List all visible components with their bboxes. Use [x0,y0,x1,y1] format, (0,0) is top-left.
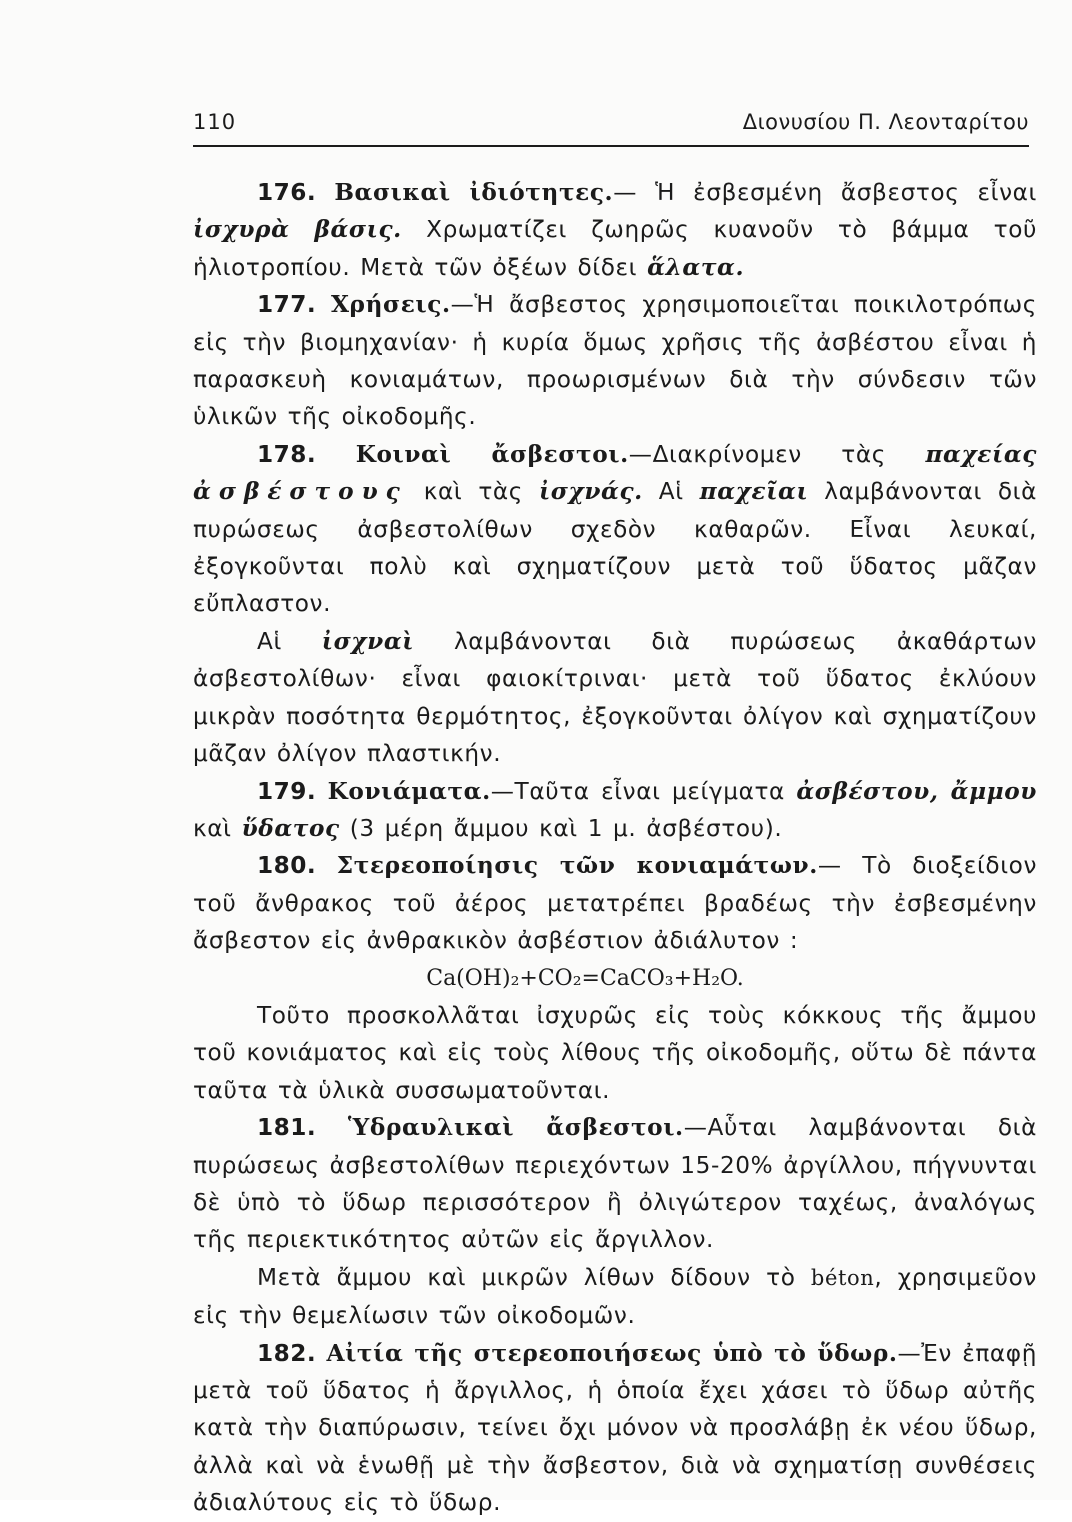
paragraph-text: λαμβάνονται διὰ πυρώσεως ἀσβεστολίθων σχεδὸν καθαρῶν. Εἶναι λευκαί, ἐξογκοῦνται πολὺ καὶ σχηματίζουν μετὰ τοῦ ὕδατος μᾶζαν εὔπλαστον. [193,478,1037,618]
paragraph-text: λαμβάνονται διὰ πυρώσεως ἀκαθάρτων ἀσβεστολίθων· εἶναι φαιοκίτριναι· μετὰ τοῦ ὕδατος ἐκλύουν μικρὰν ποσότητα θερμότητος, ἐξογκοῦνται ὀλίγον καὶ σχηματίζουν μᾶζαν ὀλίγον πλαστικήν. [193,627,1037,768]
section-182 [193,1335,1037,1522]
section-heading: Ὑδραυλικαὶ ἄσβεστοι. [347,1114,684,1142]
running-head: Διονυσίου Π. Λεονταρίτου [742,110,1029,134]
section-heading: Χρήσεις. [330,291,451,319]
section-177 [193,286,1037,436]
emphasis-text: ἅλατα. [647,253,745,281]
emphasis-text: παχείας [925,440,1037,468]
emphasis-text: ἰσχνάς. [538,478,643,506]
emphasis-text: ἰσχυρὰ βάσις. [193,216,402,244]
section-heading: Στερεοποίησις τῶν κονιαμάτων. [336,852,818,880]
emphasis-text: ἰσχναὶ [321,627,415,655]
section-heading: Κοιναὶ ἄσβεστοι. [355,440,629,468]
section-180-continued [193,997,1037,1109]
page-number: 110 [193,110,237,134]
section-number: 180. [257,852,317,880]
section-number: 178. [257,440,317,468]
paragraph-text: Αἱ [257,627,322,655]
section-180 [193,847,1037,959]
paragraph-text: —Ταῦτα εἶναι μείγματα [490,777,797,805]
section-179 [193,773,1037,848]
section-number: 177. [257,291,317,319]
emphasis-text: παχεῖαι [699,478,809,506]
paragraph-text: Μετὰ ἄμμου καὶ μικρῶν λίθων δίδουν τὸ [257,1263,811,1291]
section-heading: Αἰτία τῆς στερεοποιήσεως ὑπὸ τὸ ὕδωρ. [326,1339,898,1367]
paragraph-text: — Ἡ ἐσβεσμένη ἄσβεστος εἶναι [613,179,1037,206]
section-number: 176. [257,179,317,206]
section-181-continued [193,1259,1037,1335]
section-number: 181. [257,1114,317,1142]
section-181 [193,1109,1037,1259]
latin-term: béton [810,1265,875,1290]
spaced-emphasis-text: ἀσβέστους [193,478,408,506]
paragraph-text: — Τὸ διοξείδιον τοῦ ἄνθρακος τοῦ ἀέρος μετατρέπει βραδέως τὴν ἐσβεσμένην ἄσβεστον εἰς ἀνθρακικὸν ἀσβέστιον ἀδιάλυτον : [193,852,1037,955]
paragraph-text: (3 μέρη ἄμμου καὶ 1 μ. ἀσβέστου). [339,814,783,842]
emphasis-text: ὕδατος [241,814,340,842]
page-header [193,106,1029,146]
paragraph-text: —Ἡ ἄσβεστος χρησιμοποιεῖται ποικιλοτρόπως εἰς τὴν βιομηχανίαν· ἡ κυρία ὅμως χρῆσις τῆς ἀσβέστου εἶναι ἡ παρασκευὴ κονιαμάτων, προωρισμένων διὰ τὴν σύνδεσιν τῶν ὑλικῶν τῆς οἰκοδομῆς. [193,291,1037,431]
section-heading: Κονιάματα. [327,777,491,805]
section-number: 179. [257,777,317,805]
section-178 [193,436,1037,623]
paragraph-text: Τοῦτο προσκολλᾶται ἰσχυρῶς εἰς τοὺς κόκκους τῆς ἄμμου τοῦ κονιάματος καὶ εἰς τοὺς λίθους τῆς οἰκοδομῆς, οὕτω δὲ πάντα ταῦτα τὰ ὑλικὰ συσσωματοῦνται. [193,1001,1037,1104]
header-rule [193,145,1029,147]
chemical-formula: Ca(OH)₂+CO₂=CaCO₃+H₂O. [426,965,744,991]
paragraph-text: , χρησιμεῦον εἰς τὴν θεμελίωσιν τῶν οἰκοδομῶν. [193,1263,1037,1330]
paragraph-text: —Αὗται λαμβάνονται διὰ πυρώσεως ἀσβεστολίθων περιεχόντων 15-20% ἀργίλλου, πήγνυνται δὲ ὑπὸ τὸ ὕδωρ περισσότερον ἢ ὀλιγώτερον ταχέως, ἀναλόγως τῆς περιεκτικότητος αὐτῶν εἰς ἄργιλλον. [193,1114,1037,1254]
paragraph-text: καὶ τὰς [407,478,539,506]
section-176 [193,174,1037,286]
paragraph-text: —Διακρίνομεν τὰς [628,440,926,468]
section-178-continued [193,623,1037,773]
page-body [193,174,1037,1522]
section-number: 182. [257,1339,317,1367]
section-heading: Βασικαὶ ἰδιότητες. [334,179,614,206]
paragraph-text: Αἱ [642,478,700,506]
paragraph-text: καὶ [193,814,242,842]
emphasis-text: ἀσβέστου, ἄμμου [796,777,1037,805]
paragraph-text: Χρωματίζει ζωηρῶς κυανοῦν τὸ βάμμα τοῦ ἡλιοτροπίου. Μετὰ τῶν ὀξέων δίδει [193,216,1037,281]
paragraph-text: —Ἐν ἐπαφῇ μετὰ τοῦ ὕδατος ἡ ἄργιλλος, ἡ ὁποία ἔχει χάσει τὸ ὕδωρ αὐτῆς κατὰ τὴν διαπύρωσιν, τείνει ὄχι μόνον νὰ προσλάβῃ ἐκ νέου ὕδωρ, ἀλλὰ καὶ νὰ ἑνωθῇ μὲ τὴν ἄσβεστον, διὰ νὰ σχηματίσῃ συνθέσεις ἀδιαλύτους εἰς τὸ ὕδωρ. [193,1339,1037,1517]
